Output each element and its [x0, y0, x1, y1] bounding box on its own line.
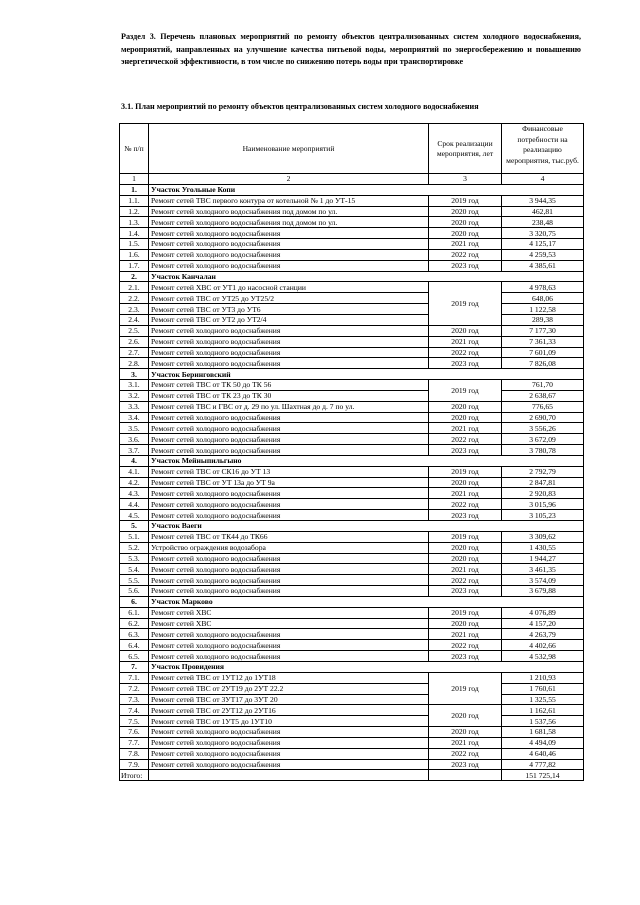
row-number: 5.6. — [120, 586, 149, 597]
table-row — [120, 575, 584, 586]
row-number: 6.4. — [120, 640, 149, 651]
row-number: 2.4. — [120, 314, 149, 325]
measure-term: 2020 год — [429, 217, 502, 228]
measure-amount: 289,38 — [502, 314, 584, 325]
table-row — [120, 586, 584, 597]
table-row — [120, 401, 584, 412]
measure-amount: 3 015,96 — [502, 499, 584, 510]
table-row — [120, 466, 584, 477]
measure-term: 2023 год — [429, 510, 502, 521]
table-row — [120, 249, 584, 260]
measure-name: Ремонт сетей холодного водоснабжения под домом по ул. — [149, 206, 429, 217]
measure-term: 2019 год — [429, 531, 502, 542]
measure-amount: 2 792,79 — [502, 466, 584, 477]
measure-name: Ремонт сетей холодного водоснабжения — [149, 499, 429, 510]
section-row — [120, 596, 584, 607]
measure-name: Ремонт сетей ТВС от УТ 13а до УТ 9а — [149, 477, 429, 488]
header-finance: Финансовые потребности на реализацию мероприятия, тыс.руб. — [502, 124, 584, 174]
measure-name: Ремонт сетей холодного водоснабжения — [149, 553, 429, 564]
header-number: № п/п — [120, 124, 149, 174]
row-number: 6.5. — [120, 651, 149, 662]
row-number: 4.5. — [120, 510, 149, 521]
measure-amount: 3 461,35 — [502, 564, 584, 575]
table-row — [120, 553, 584, 564]
section-row — [120, 369, 584, 380]
measure-amount: 4 640,46 — [502, 748, 584, 759]
section-title: Участок Беринговский — [149, 369, 584, 380]
measure-name: Ремонт сетей холодного водоснабжения — [149, 434, 429, 445]
row-number: 1.1. — [120, 195, 149, 206]
row-number: 2.7. — [120, 347, 149, 358]
row-number: 3.5. — [120, 423, 149, 434]
measure-amount: 2 690,70 — [502, 412, 584, 423]
section-title: Участок Ваеги — [149, 521, 584, 532]
measure-name: Ремонт сетей ТВС от ТК 50 до ТК 56 — [149, 380, 429, 391]
measure-term: 2021 год — [429, 629, 502, 640]
measure-amount: 2 847,81 — [502, 477, 584, 488]
row-number: 2.3. — [120, 304, 149, 315]
column-number: 4 — [502, 174, 584, 185]
measure-name: Ремонт сетей ТВС от УТ25 до УТ25/2 — [149, 293, 429, 304]
table-row — [120, 748, 584, 759]
measure-term: 2020 год — [429, 401, 502, 412]
measure-term: 2022 год — [429, 347, 502, 358]
row-number: 6. — [120, 596, 149, 607]
measure-term: 2019 год — [429, 282, 502, 325]
row-number: 4.4. — [120, 499, 149, 510]
table-row — [120, 260, 584, 271]
measure-term: 2022 год — [429, 748, 502, 759]
row-number: 7. — [120, 661, 149, 672]
measure-name: Ремонт сетей холодного водоснабжения — [149, 510, 429, 521]
measure-name: Ремонт сетей ТВС от 2УТ19 до 2УТ 22.2 — [149, 683, 429, 694]
measure-amount: 7 601,09 — [502, 347, 584, 358]
measure-amount: 1 681,58 — [502, 727, 584, 738]
measure-amount: 4 157,20 — [502, 618, 584, 629]
header-name: Наименование мероприятий — [149, 124, 429, 174]
measure-name: Ремонт сетей холодного водоснабжения — [149, 423, 429, 434]
measure-name: Устройство ограждения водозабора — [149, 542, 429, 553]
row-number: 3.3. — [120, 401, 149, 412]
measure-term: 2022 год — [429, 499, 502, 510]
measure-amount: 2 638,67 — [502, 390, 584, 401]
measure-name: Ремонт сетей холодного водоснабжения — [149, 260, 429, 271]
measure-amount: 776,65 — [502, 401, 584, 412]
table-row — [120, 336, 584, 347]
measure-name: Ремонт сетей холодного водоснабжения — [149, 748, 429, 759]
table-row — [120, 607, 584, 618]
measure-amount: 1 325,55 — [502, 694, 584, 705]
row-number: 4.2. — [120, 477, 149, 488]
measure-amount: 7 177,30 — [502, 325, 584, 336]
measure-term: 2021 год — [429, 239, 502, 250]
row-number: 4.1. — [120, 466, 149, 477]
row-number: 3.4. — [120, 412, 149, 423]
table-row — [120, 705, 584, 716]
table-row — [120, 651, 584, 662]
measure-amount: 3 944,35 — [502, 195, 584, 206]
measure-amount: 3 320,75 — [502, 228, 584, 239]
column-number: 3 — [429, 174, 502, 185]
measure-term: 2023 год — [429, 759, 502, 770]
table-row — [120, 618, 584, 629]
measure-amount: 761,70 — [502, 380, 584, 391]
measure-amount: 1 537,56 — [502, 716, 584, 727]
measure-amount: 3 672,09 — [502, 434, 584, 445]
measure-term: 2021 год — [429, 737, 502, 748]
measure-amount: 462,81 — [502, 206, 584, 217]
measure-term: 2023 год — [429, 651, 502, 662]
measure-name: Ремонт сетей ТВС от ТК 23 до ТК 30 — [149, 390, 429, 401]
table-row — [120, 228, 584, 239]
section-heading: Раздел 3. Перечень плановых мероприятий по ремонту объектов централизованных систем холодного водоснабжения, мероприятий, направленных на улучшение качества питьевой воды, мероприятий по энергосбережению и повышению энергетической эффективности, в том числе по снижению потерь воды при транспортировке — [121, 32, 581, 67]
measure-amount: 1 162,61 — [502, 705, 584, 716]
measure-name: Ремонт сетей холодного водоснабжения — [149, 488, 429, 499]
row-number: 5.5. — [120, 575, 149, 586]
measure-name: Ремонт сетей холодного водоснабжения — [149, 445, 429, 456]
measure-term: 2023 год — [429, 445, 502, 456]
table-row — [120, 390, 584, 401]
total-empty-cell — [429, 770, 502, 781]
measure-name: Ремонт сетей холодного водоснабжения — [149, 249, 429, 260]
measure-term: 2020 год — [429, 618, 502, 629]
table-row — [120, 293, 584, 304]
measure-amount: 4 385,61 — [502, 260, 584, 271]
measure-term: 2021 год — [429, 336, 502, 347]
row-number: 5.4. — [120, 564, 149, 575]
row-number: 5.2. — [120, 542, 149, 553]
row-number: 3.1. — [120, 380, 149, 391]
measure-amount: 4 263,79 — [502, 629, 584, 640]
table-row — [120, 217, 584, 228]
table-row — [120, 325, 584, 336]
measure-term: 2019 год — [429, 672, 502, 705]
table-row — [120, 434, 584, 445]
measure-term: 2023 год — [429, 358, 502, 369]
measure-term: 2020 год — [429, 553, 502, 564]
measure-amount: 3 574,09 — [502, 575, 584, 586]
measure-term: 2020 год — [429, 325, 502, 336]
row-number: 1.5. — [120, 239, 149, 250]
row-number: 7.2. — [120, 683, 149, 694]
row-number: 1.7. — [120, 260, 149, 271]
measure-amount: 7 826,08 — [502, 358, 584, 369]
header-term: Срок реализации мероприятия, лет — [429, 124, 502, 174]
table-row — [120, 727, 584, 738]
row-number: 1.3. — [120, 217, 149, 228]
measure-term: 2023 год — [429, 586, 502, 597]
row-number: 2. — [120, 271, 149, 282]
table-row — [120, 412, 584, 423]
measure-name: Ремонт сетей холодного водоснабжения — [149, 586, 429, 597]
measure-term: 2020 год — [429, 542, 502, 553]
row-number: 7.7. — [120, 737, 149, 748]
measure-name: Ремонт сетей холодного водоснабжения — [149, 239, 429, 250]
row-number: 3.6. — [120, 434, 149, 445]
row-number: 6.1. — [120, 607, 149, 618]
measure-name: Ремонт сетей ТВС от УТ3 до УТ6 — [149, 304, 429, 315]
table-row — [120, 358, 584, 369]
column-number: 2 — [149, 174, 429, 185]
measure-amount: 4 978,63 — [502, 282, 584, 293]
measure-amount: 648,06 — [502, 293, 584, 304]
row-number: 5.3. — [120, 553, 149, 564]
measure-amount: 1 122,58 — [502, 304, 584, 315]
row-number: 7.1. — [120, 672, 149, 683]
measure-name: Ремонт сетей ТВС от УТ2 до УТ2/4 — [149, 314, 429, 325]
measure-term: 2022 год — [429, 575, 502, 586]
measure-term: 2020 год — [429, 705, 502, 727]
measure-amount: 4 532,98 — [502, 651, 584, 662]
measures-table-body — [120, 124, 584, 781]
row-number: 5. — [120, 521, 149, 532]
measure-amount: 3 556,26 — [502, 423, 584, 434]
measure-name: Ремонт сетей ТВС и ГВС от д. 29 по ул. Шахтная до д. 7 по ул. — [149, 401, 429, 412]
measure-term: 2019 год — [429, 466, 502, 477]
row-number: 2.1. — [120, 282, 149, 293]
measure-amount: 3 780,78 — [502, 445, 584, 456]
measure-amount: 3 105,23 — [502, 510, 584, 521]
measure-term: 2021 год — [429, 564, 502, 575]
measure-name: Ремонт сетей ТВС от СК16 до УТ 13 — [149, 466, 429, 477]
measure-amount: 3 309,62 — [502, 531, 584, 542]
measure-name: Ремонт сетей холодного водоснабжения — [149, 727, 429, 738]
measure-amount: 2 920,83 — [502, 488, 584, 499]
measure-name: Ремонт сетей холодного водоснабжения — [149, 629, 429, 640]
table-row — [120, 239, 584, 250]
table-row — [120, 759, 584, 770]
table-row — [120, 672, 584, 683]
measure-name: Ремонт сетей ХВС — [149, 618, 429, 629]
measure-term: 2019 год — [429, 195, 502, 206]
total-label: Итого: — [120, 770, 149, 781]
table-row — [120, 445, 584, 456]
measure-name: Ремонт сетей холодного водоснабжения — [149, 325, 429, 336]
measure-name: Ремонт сетей ТВС от 2УТ12 до 2УТ16 — [149, 705, 429, 716]
measure-amount: 3 679,88 — [502, 586, 584, 597]
measure-name: Ремонт сетей ТВС первого контура от котельной № 1 до УТ-15 — [149, 195, 429, 206]
row-number: 7.8. — [120, 748, 149, 759]
row-number: 1.4. — [120, 228, 149, 239]
measure-term: 2023 год — [429, 260, 502, 271]
section-title: Участок Угольные Копи — [149, 184, 584, 195]
table-row — [120, 737, 584, 748]
measure-term: 2020 год — [429, 727, 502, 738]
measure-term: 2022 год — [429, 249, 502, 260]
table-row — [120, 423, 584, 434]
row-number: 1. — [120, 184, 149, 195]
column-number: 1 — [120, 174, 149, 185]
table-row — [120, 683, 584, 694]
column-numbers-row — [120, 174, 584, 185]
row-number: 4.3. — [120, 488, 149, 499]
row-number: 7.6. — [120, 727, 149, 738]
measure-term: 2020 год — [429, 228, 502, 239]
table-row — [120, 694, 584, 705]
table-row — [120, 304, 584, 315]
section-row — [120, 184, 584, 195]
section-row — [120, 521, 584, 532]
table-row — [120, 629, 584, 640]
table-row — [120, 542, 584, 553]
measure-term: 2019 год — [429, 607, 502, 618]
row-number: 5.1. — [120, 531, 149, 542]
measure-amount: 1 760,61 — [502, 683, 584, 694]
section-title: Участок Марково — [149, 596, 584, 607]
measure-amount: 4 494,09 — [502, 737, 584, 748]
row-number: 7.4. — [120, 705, 149, 716]
measure-name: Ремонт сетей холодного водоснабжения — [149, 412, 429, 423]
row-number: 3.7. — [120, 445, 149, 456]
table-heading: 3.1. План мероприятий по ремонту объектов централизованных систем холодного водоснабжения — [121, 102, 479, 111]
measure-amount: 1 430,55 — [502, 542, 584, 553]
row-number: 1.6. — [120, 249, 149, 260]
measure-amount: 1 944,27 — [502, 553, 584, 564]
measure-amount: 238,48 — [502, 217, 584, 228]
measure-name: Ремонт сетей холодного водоснабжения — [149, 564, 429, 575]
row-number: 2.6. — [120, 336, 149, 347]
table-row — [120, 716, 584, 727]
measure-name: Ремонт сетей ХВС от УТ1 до насосной станции — [149, 282, 429, 293]
table-row — [120, 499, 584, 510]
measure-term: 2020 год — [429, 206, 502, 217]
measure-name: Ремонт сетей холодного водоснабжения — [149, 347, 429, 358]
row-number: 3. — [120, 369, 149, 380]
measure-term: 2021 год — [429, 488, 502, 499]
table-header-row — [120, 124, 584, 174]
section-row — [120, 271, 584, 282]
row-number: 1.2. — [120, 206, 149, 217]
table-row — [120, 347, 584, 358]
table-row — [120, 282, 584, 293]
measure-amount: 4 402,66 — [502, 640, 584, 651]
measure-name: Ремонт сетей холодного водоснабжения под домом по ул. — [149, 217, 429, 228]
measure-amount: 4 076,89 — [502, 607, 584, 618]
measure-amount: 4 259,53 — [502, 249, 584, 260]
measure-name: Ремонт сетей холодного водоснабжения — [149, 336, 429, 347]
measure-name: Ремонт сетей холодного водоснабжения — [149, 358, 429, 369]
measure-amount: 4 777,82 — [502, 759, 584, 770]
measure-name: Ремонт сетей холодного водоснабжения — [149, 737, 429, 748]
row-number: 7.5. — [120, 716, 149, 727]
table-row — [120, 314, 584, 325]
measure-name: Ремонт сетей холодного водоснабжения — [149, 228, 429, 239]
row-number: 2.2. — [120, 293, 149, 304]
section-row — [120, 455, 584, 466]
measure-name: Ремонт сетей ТВС от 1УТ12 до 1УТ18 — [149, 672, 429, 683]
section-title: Участок Провидения — [149, 661, 584, 672]
measure-name: Ремонт сетей ТВС от 3УТ17 до 3УТ 20 — [149, 694, 429, 705]
row-number: 6.2. — [120, 618, 149, 629]
row-number: 2.8. — [120, 358, 149, 369]
row-number: 6.3. — [120, 629, 149, 640]
measure-name: Ремонт сетей холодного водоснабжения — [149, 759, 429, 770]
table-row — [120, 531, 584, 542]
measure-name: Ремонт сетей холодного водоснабжения — [149, 575, 429, 586]
row-number: 7.3. — [120, 694, 149, 705]
measure-term: 2021 год — [429, 423, 502, 434]
total-empty-cell — [149, 770, 429, 781]
measure-term: 2020 год — [429, 412, 502, 423]
measure-name: Ремонт сетей холодного водоснабжения — [149, 651, 429, 662]
table-row — [120, 510, 584, 521]
measure-name: Ремонт сетей ТВС от 1УТ5 до 1УТ10 — [149, 716, 429, 727]
measure-term: 2019 год — [429, 380, 502, 402]
section-row — [120, 661, 584, 672]
measure-term: 2020 год — [429, 477, 502, 488]
total-value: 151 725,14 — [502, 770, 584, 781]
table-row — [120, 477, 584, 488]
row-number: 2.5. — [120, 325, 149, 336]
measure-term: 2022 год — [429, 640, 502, 651]
table-row — [120, 380, 584, 391]
measure-term: 2022 год — [429, 434, 502, 445]
measure-name: Ремонт сетей ТВС от ТК44 до ТК66 — [149, 531, 429, 542]
measures-table — [119, 123, 584, 781]
measure-name: Ремонт сетей холодного водоснабжения — [149, 640, 429, 651]
measure-amount: 7 361,33 — [502, 336, 584, 347]
table-row — [120, 564, 584, 575]
table-row — [120, 488, 584, 499]
row-number: 3.2. — [120, 390, 149, 401]
total-row — [120, 770, 584, 781]
table-row — [120, 640, 584, 651]
measure-amount: 4 125,17 — [502, 239, 584, 250]
measure-name: Ремонт сетей ХВС — [149, 607, 429, 618]
table-row — [120, 206, 584, 217]
section-title: Участок Канчалан — [149, 271, 584, 282]
row-number: 4. — [120, 455, 149, 466]
row-number: 7.9. — [120, 759, 149, 770]
measure-amount: 1 210,93 — [502, 672, 584, 683]
table-row — [120, 195, 584, 206]
section-title: Участок Мейныпильгыно — [149, 455, 584, 466]
